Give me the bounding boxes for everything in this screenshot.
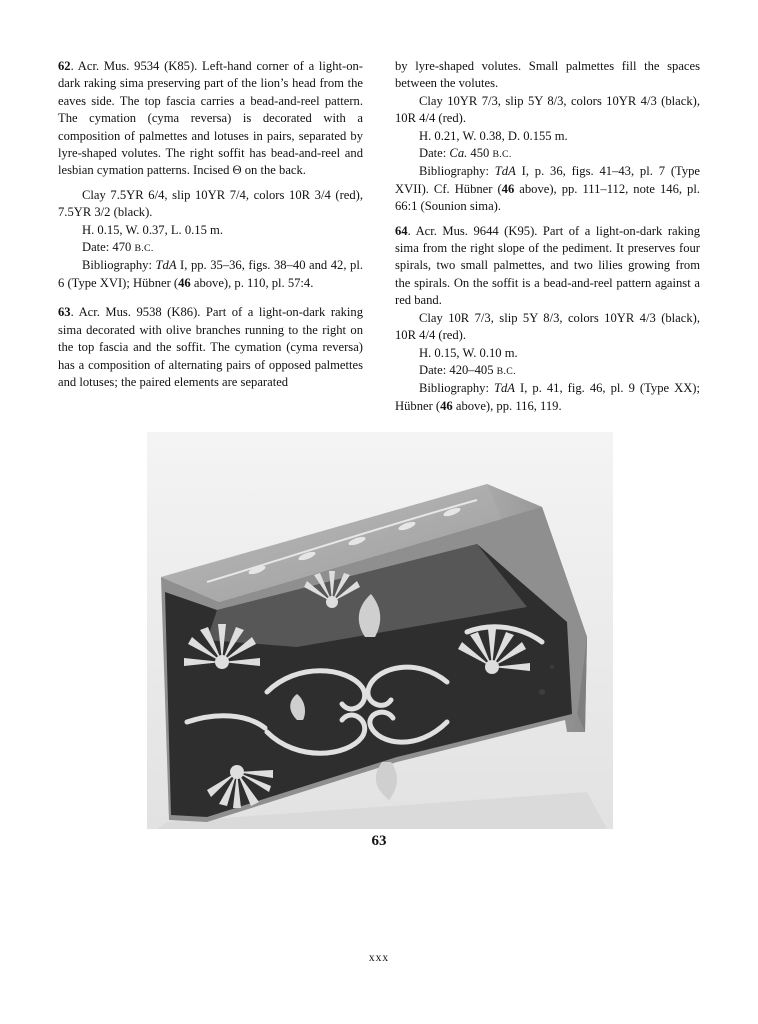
entry-62-date-era: B.C.: [134, 243, 154, 255]
right-column: [395, 58, 700, 415]
entry-64-date: [395, 362, 700, 380]
bib-label: Bibliography:: [419, 164, 495, 179]
entry-63-date-era: B.C.: [492, 149, 512, 161]
bib-ref: 46: [440, 398, 453, 413]
entry-62-bibliography: [58, 257, 363, 292]
entry-63-date-text: Date:: [419, 146, 450, 161]
entry-64-dimensions: H. 0.15, W. 0.10 m.: [419, 345, 518, 360]
bib-label: Bibliography:: [419, 381, 494, 396]
bib-tda: TdA: [155, 258, 177, 273]
bib-tda: TdA: [494, 381, 515, 396]
entry-63-date: [395, 145, 700, 163]
entry-63-bibliography: [395, 163, 700, 215]
sima-fragment-photo: [147, 432, 613, 829]
entry-63-date-year: 450: [467, 146, 493, 161]
entry-62-description: . Acr. Mus. 9534 (K85). Left-hand corner of a light-on-dark raking sima preserving part of the lion’s head from the eaves side. The top fascia carries a bead-and-reel pattern. The cymation (cyma reversa) is decorated with a composition of palmettes and lotuses in pairs, separated by lyre-shaped volutes. The right soffit has bead-and-reel and lesbian cymation patterns. Incised Θ on the back.: [58, 59, 363, 178]
bib-text: I, pp. 35–36, figs. 38–40 and 42, pl. 6 (Type XVI); Hübner (: [58, 258, 363, 290]
entry-63-continued: by lyre-shaped volutes. Small palmettes fill the spaces between the volutes.: [395, 59, 700, 91]
entry-62-number: 62: [58, 59, 71, 73]
bib-text: I, p. 41, fig. 46, pl. 9 (Type XX); Hübner (: [395, 381, 701, 413]
entry-64-clay: Clay 10R 7/3, slip 5Y 8/3, colors 10YR 4/3 (black), 10R 4/4 (red).: [395, 310, 700, 343]
bib-tda: TdA: [494, 164, 516, 179]
figure-caption: 63: [371, 833, 387, 849]
bib-text-end: above), p. 110, pl. 57:4.: [190, 275, 314, 290]
bib-text: I, p. 36, figs. 41–43, pl. 7 (Type XVII). Cf. Hübner (: [395, 164, 701, 196]
entry-64-bibliography: [395, 380, 700, 415]
entry-63-description: . Acr. Mus. 9538 (K86). Part of a light-on-dark raking sima decorated with olive branches running to the right on the top fascia and the soffit. The cymation (cyma reversa) has a composition of alternating pairs of opposed palmettes and lotuses; the paired elements are separated: [58, 305, 363, 389]
entry-64-description: . Acr. Mus. 9644 (K95). Part of a light-on-dark raking sima from the right slope of the pediment. It preserves four spirals, two small palmettes, and two lilies growing from the spirals. On the soffit is a bead-and-reel pattern against a red band.: [395, 223, 700, 308]
entry-64-date-era: B.C.: [496, 365, 516, 377]
bib-ref: 46: [501, 181, 515, 196]
entry-62-date-text: Date: 470: [82, 240, 135, 255]
entry-62-clay: Clay 7.5YR 6/4, slip 10YR 7/4, colors 10R 3/4 (red), 7.5YR 3/2 (black).: [58, 187, 363, 220]
entry-62-date: [58, 239, 363, 257]
terracotta-sima-illustration: [147, 432, 613, 829]
page-folio: xxx: [368, 952, 390, 964]
entry-64-number: 64: [395, 223, 408, 238]
entry-63-clay: Clay 10YR 7/3, slip 5Y 8/3, colors 10YR 4/3 (black), 10R 4/4 (red).: [395, 93, 700, 126]
entry-62-dimensions: H. 0.15, W. 0.37, L. 0.15 m.: [82, 222, 223, 237]
entry-63-heading: [58, 304, 363, 391]
entry-63-dimensions: H. 0.21, W. 0.38, D. 0.155 m.: [419, 128, 568, 143]
bib-ref: 46: [178, 275, 191, 290]
bib-text-end: above), pp. 111–112, note 146, pl. 66:1 (Sounion sima).: [395, 181, 700, 214]
bib-text-end: above), pp. 116, 119.: [452, 398, 562, 413]
entry-63-number: 63: [58, 305, 71, 320]
entry-62-heading: [58, 58, 363, 180]
entry-64-date-text: Date: 420–405: [419, 362, 497, 377]
bib-label: Bibliography:: [82, 258, 156, 273]
entry-63-date-ca: Ca.: [449, 146, 468, 161]
left-column: [58, 58, 363, 391]
entry-64-heading: [395, 223, 700, 310]
